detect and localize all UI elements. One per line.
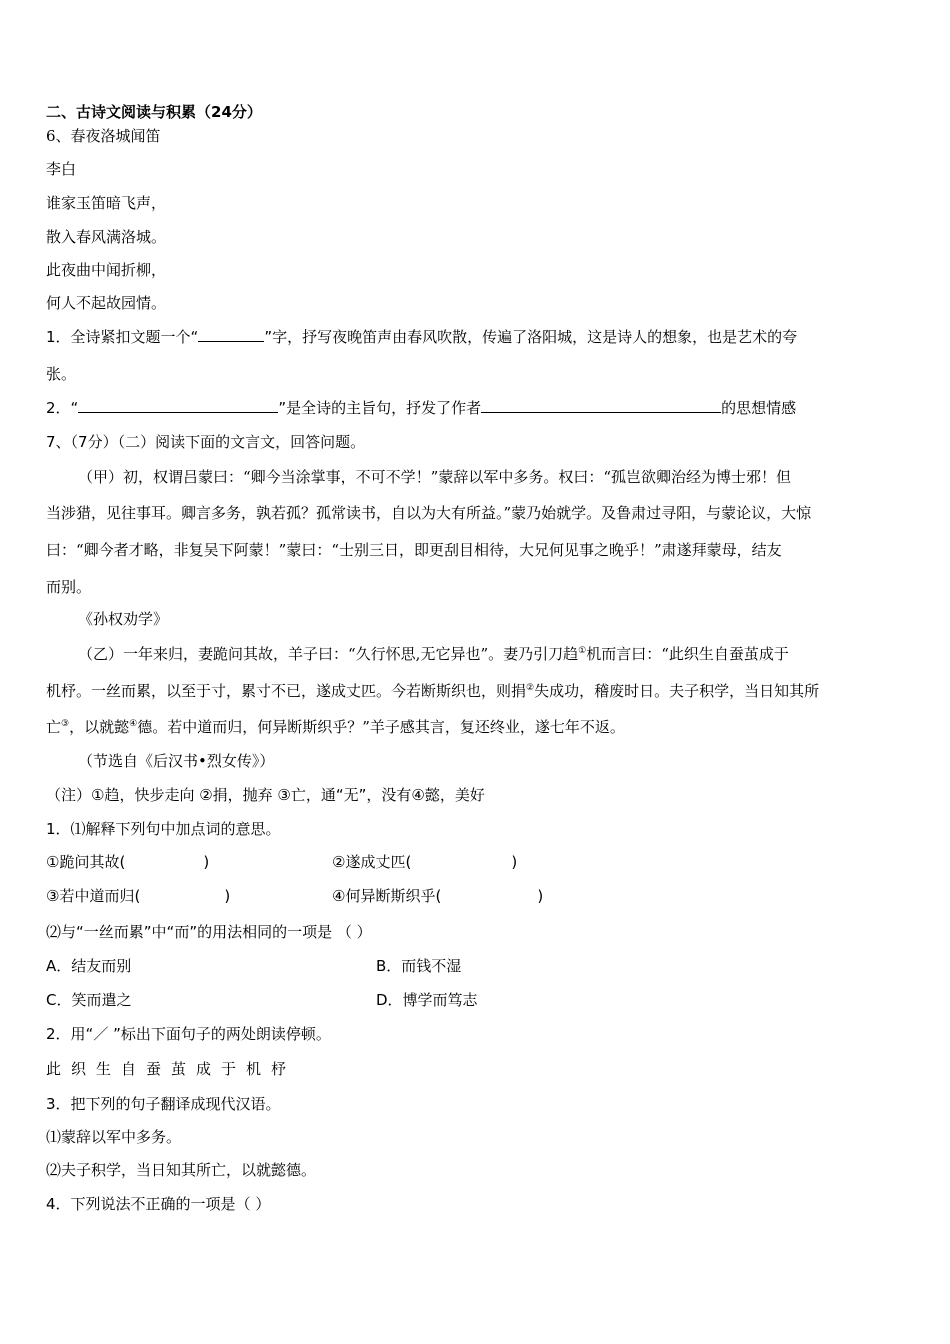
item-text: ③若中道而归(: [46, 887, 141, 905]
question-7-2: 2．用“／ ”标出下面句子的两处朗读停顿。: [46, 1025, 331, 1043]
item-4: [332, 886, 543, 906]
answer-blank[interactable]: [78, 398, 278, 413]
passage-text: 失成功，稽废时日。夫子积学，当日知其所: [534, 682, 820, 700]
question-text: ”字，抒写夜晚笛声由春风吹散，传遍了洛阳城，这是诗人的想象，也是艺术的夸: [264, 328, 798, 346]
passage-jia-line: 曰：“卿今者才略，非复吴下阿蒙！”蒙曰：“士别三日，即更刮目相待，大兄何见事之晚乎！”肃遂拜蒙母，结友: [46, 541, 782, 559]
question-6-1-cont: 张。: [46, 365, 77, 383]
passage-yi-line: [78, 644, 789, 664]
question-6-2: [46, 398, 796, 418]
item-text: ): [537, 887, 544, 905]
translate-item-1: ⑴蒙辞以军中多务。: [46, 1128, 182, 1146]
question-text: ”是全诗的主旨句，抒发了作者: [278, 399, 482, 417]
poem-line: 谁家玉笛暗飞声，: [46, 194, 167, 212]
option-d[interactable]: D．博学而笃志: [376, 991, 478, 1009]
option-c[interactable]: C．笑而遣之: [46, 991, 132, 1009]
footnote-marker: ①: [578, 646, 587, 656]
item-text: ①跪问其故(: [46, 853, 126, 871]
poem-line: 散入春风满洛城。: [46, 228, 167, 246]
translate-item-2: ⑵夫子积学，当日知其所亡，以就懿德。: [46, 1161, 317, 1179]
item-text: ): [224, 887, 231, 905]
section-title: 二、古诗文阅读与积累（24分）: [46, 103, 262, 121]
passage-yi-line: [46, 681, 819, 701]
question-7-1: 1．⑴解释下列句中加点词的意思。: [46, 820, 281, 838]
item-text: ④何异断斯织乎(: [332, 887, 442, 905]
passage-yi-source: （节选自《后汉书•烈女传》）: [78, 752, 275, 770]
passage-jia-line: 而别。: [46, 578, 92, 596]
passage-jia-source: 《孙权劝学》: [78, 610, 169, 628]
footnote-marker: ③: [61, 719, 70, 729]
poem-author: 李白: [46, 160, 77, 178]
footnote-marker: ④: [129, 719, 138, 729]
question-text: 1．全诗紧扣文题一个“: [46, 328, 199, 346]
question-7-1-2: ⑵与“一丝而累”中“而”的用法相同的一项是 （ ）: [46, 923, 372, 941]
item-1: [46, 852, 209, 872]
passage-text: （乙）一年来归，妻跪问其故，羊子曰：“久行怀思,无它异也”。妻乃引刀趋: [78, 645, 579, 663]
passage-yi-line: [46, 717, 625, 737]
option-b[interactable]: B．而钱不湿: [376, 957, 462, 975]
question-7-4: 4．下列说法不正确的一项是（ ）: [46, 1195, 271, 1213]
poem-line: 何人不起故园情。: [46, 294, 167, 312]
poem-title: 6、春夜洛城闻笛: [46, 127, 161, 145]
question-7-title: 7、（7分）（二）阅读下面的文言文，回答问题。: [46, 433, 366, 451]
item-2: [332, 852, 517, 872]
item-text: ): [203, 853, 210, 871]
passage-text: 机而言曰：“此织生自蚕茧成于: [586, 645, 789, 663]
option-a[interactable]: A．结友而别: [46, 957, 132, 975]
passage-jia-line: （甲）初，权谓吕蒙曰：“卿今当涂掌事，不可不学！”蒙辞以军中多务。权曰：“孤岂欲卿治经为博士邪！但: [78, 468, 792, 486]
question-text: 的思想情感: [721, 399, 797, 417]
passage-jia-line: 当涉猎，见往事耳。卿言多务，孰若孤？孤常读书，自以为大有所益。”蒙乃始就学。及鲁肃过寻阳，与蒙论议，大惊: [46, 504, 812, 522]
footnote-marker: ②: [526, 683, 535, 693]
passage-text: 亡: [46, 718, 62, 736]
passage-text: 机杼。一丝而累，以至于寸，累寸不已，遂成丈匹。今若断斯织也，则捐: [46, 682, 527, 700]
item-3: [46, 886, 230, 906]
question-text: 2．“: [46, 399, 79, 417]
item-text: ): [511, 853, 518, 871]
passage-text: 德。若中道而归，何异断斯织乎？”羊子感其言，复还终业，遂七年不返。: [137, 718, 625, 736]
question-6-1: [46, 327, 797, 347]
answer-blank[interactable]: [481, 398, 721, 413]
passage-text: ，以就懿: [69, 718, 130, 736]
pause-sentence[interactable]: 此织生自蚕茧成于机杼: [46, 1060, 297, 1078]
question-7-3: 3．把下列的句子翻译成现代汉语。: [46, 1095, 281, 1113]
item-text: ②遂成丈匹(: [332, 853, 412, 871]
answer-blank[interactable]: [198, 327, 264, 342]
annotation-note: （注）①趋，快步走向 ②捐，抛弃 ③亡，通“无”，没有④懿，美好: [46, 786, 485, 804]
poem-line: 此夜曲中闻折柳，: [46, 261, 167, 279]
